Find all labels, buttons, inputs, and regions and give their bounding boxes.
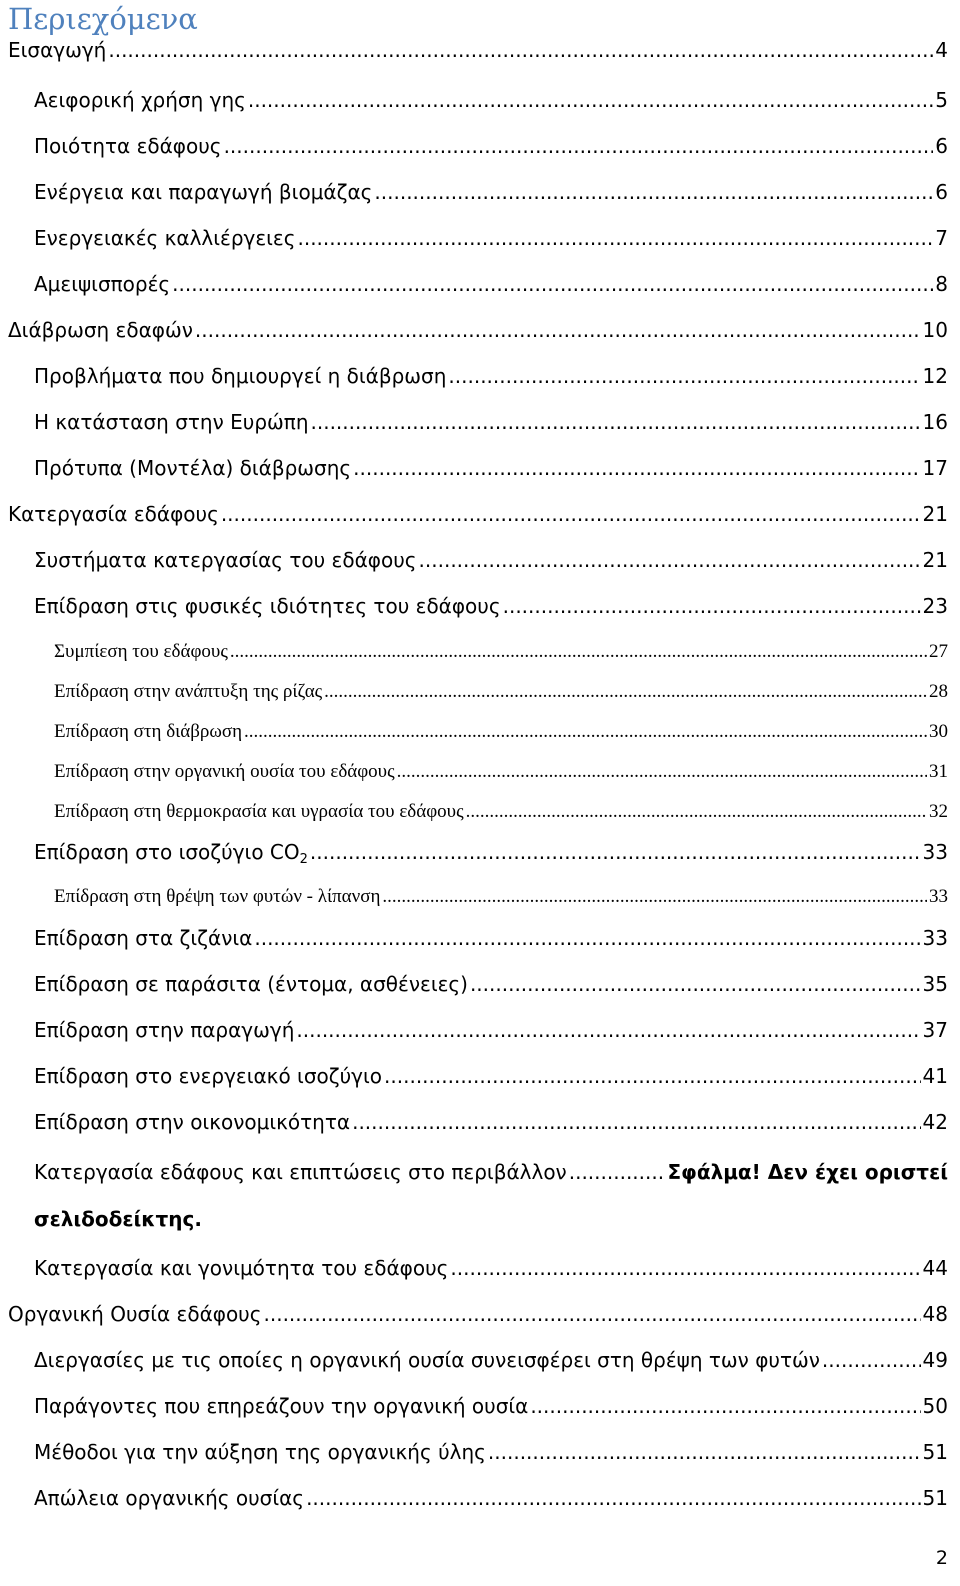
toc-entry-page: 8: [935, 272, 948, 296]
toc-entry-page: 23: [922, 594, 948, 618]
toc-entry-label: Συμπίεση του εδάφους: [54, 641, 228, 662]
toc-entry-label: Πρότυπα (Μοντέλα) διάβρωσης: [34, 456, 352, 480]
leader-dots: [374, 180, 933, 204]
toc-entry[interactable]: [34, 1018, 948, 1048]
toc-entry-page: 32: [929, 801, 948, 822]
toc-entry-page: 28: [929, 681, 948, 702]
leader-dots: [353, 456, 920, 480]
toc-entry-page: 41: [922, 1064, 948, 1088]
leader-dots: [352, 1110, 920, 1134]
toc-entry[interactable]: [34, 410, 948, 440]
toc-entry[interactable]: [54, 801, 948, 831]
leader-dots: [306, 1486, 920, 1510]
leader-dots: [172, 272, 933, 296]
toc-entry-page: 42: [922, 1110, 948, 1134]
leader-dots: [221, 502, 921, 526]
toc-entry-label: Αειφορική χρήση γης: [34, 88, 246, 112]
toc-entry-label: Επίδραση στο ενεργειακό ισοζύγιο: [34, 1064, 383, 1088]
toc-entry-page: 44: [922, 1256, 948, 1280]
leader-dots: [310, 840, 921, 864]
toc-entry-page: 31: [929, 761, 948, 782]
toc-entry-page: 12: [922, 364, 948, 388]
toc-entry-label: Επίδραση στη θρέψη των φυτών - λίπανση: [54, 886, 381, 907]
toc-entry[interactable]: [54, 721, 948, 751]
toc-entry-label: Ενεργειακές καλλιέργειες: [34, 226, 296, 250]
toc-entry-label: Οργανική Ουσία εδάφους: [8, 1302, 262, 1326]
co2-subscript: 2: [299, 852, 308, 867]
leader-dots: [108, 38, 933, 62]
toc-entry-label: Απώλεια οργανικής ουσίας: [34, 1486, 305, 1510]
leader-dots: [296, 1018, 920, 1042]
toc-entry-label: Επίδραση στην παραγωγή: [34, 1018, 295, 1042]
leader-dots: [244, 721, 927, 743]
leader-dots: [470, 972, 921, 996]
toc-entry-page: 6: [935, 180, 948, 204]
toc-entry[interactable]: [8, 1302, 948, 1332]
toc-entry-page: 35: [922, 972, 948, 996]
toc-entry-page: 27: [929, 641, 948, 662]
toc-entry-label: Επίδραση στο ισοζύγιο $CO_2$: [34, 840, 308, 867]
leader-dots: [382, 886, 927, 908]
toc-entry[interactable]: [34, 456, 948, 486]
toc-entry[interactable]: [34, 88, 948, 118]
leader-dots: [311, 410, 921, 434]
bookmark-error-continuation: σελιδοδείκτης.: [34, 1207, 202, 1231]
toc-entry-page: 30: [929, 721, 948, 742]
toc-entry-page: 33: [929, 886, 948, 907]
toc-entry-label: Συστήματα κατεργασίας του εδάφους: [34, 548, 417, 572]
toc-entry[interactable]: [34, 1256, 948, 1286]
toc-entry[interactable]: [34, 134, 948, 164]
leader-dots: [324, 681, 927, 703]
toc-entry-page: 33: [922, 840, 948, 864]
toc-entry[interactable]: [34, 926, 948, 956]
toc-entry-label: Επίδραση στην ανάπτυξη της ρίζας: [54, 681, 323, 702]
toc-entry-page: 7: [935, 226, 948, 250]
toc-entry[interactable]: [54, 681, 948, 711]
toc-entry-label: Επίδραση στη θερμοκρασία και υγρασία του εδάφους: [54, 801, 464, 822]
leader-dots: [448, 364, 920, 388]
leader-dots: [230, 641, 927, 663]
leader-dots: [195, 318, 921, 342]
toc-entry-page: 50: [922, 1394, 948, 1418]
toc-entry-label: Αμειψισπορές: [34, 272, 171, 296]
toc-entry[interactable]: [54, 641, 948, 671]
toc-entry-page: 48: [922, 1302, 948, 1326]
toc-entry-page: 4: [935, 38, 948, 62]
toc-entry-page: 6: [935, 134, 948, 158]
leader-dots: [297, 226, 933, 250]
toc-entry[interactable]: [34, 226, 948, 256]
toc-entry[interactable]: [34, 1394, 948, 1424]
leader-dots: [384, 1064, 921, 1088]
toc-entry-label: Επίδραση στην οργανική ουσία του εδάφους: [54, 761, 395, 782]
leader-dots: [488, 1440, 921, 1464]
toc-entry-page: 5: [935, 88, 948, 112]
toc-entry[interactable]: [54, 761, 948, 791]
toc-entry[interactable]: [54, 886, 948, 916]
leader-dots: [254, 926, 920, 950]
toc-entry[interactable]: [34, 1160, 948, 1190]
toc-entry[interactable]: [34, 272, 948, 302]
toc-entry-page: 21: [922, 502, 948, 526]
toc-entry-page: 21: [922, 548, 948, 572]
toc-entry[interactable]: [34, 548, 948, 578]
toc-entry[interactable]: [34, 972, 948, 1002]
toc-entry[interactable]: [34, 364, 948, 394]
toc-entry-label: Διάβρωση εδαφών: [8, 318, 193, 342]
toc-entry[interactable]: [8, 502, 948, 532]
toc-entry[interactable]: [34, 1110, 948, 1140]
toc-entry-label: Προβλήματα που δημιουργεί η διάβρωση: [34, 364, 447, 388]
toc-entry-page: 51: [922, 1486, 948, 1510]
toc-entry-page: 51: [922, 1440, 948, 1464]
toc-entry-page: 17: [922, 456, 948, 480]
toc-entry-label: Η κατάσταση στην Ευρώπη: [34, 410, 309, 434]
toc-entry-label: Κατεργασία εδάφους και επιπτώσεις στο περιβάλλον: [34, 1160, 567, 1184]
toc-entry[interactable]: [34, 1348, 948, 1378]
leader-dots: [264, 1302, 921, 1326]
leader-dots: [569, 1160, 666, 1184]
toc-entry[interactable]: [34, 1486, 948, 1516]
toc-entry-label: Εισαγωγή: [8, 38, 107, 62]
leader-dots: [466, 801, 927, 823]
leader-dots: [224, 134, 934, 158]
page-number: 2: [935, 1547, 948, 1569]
toc-entry-page: 49: [922, 1348, 948, 1372]
toc-entry[interactable]: [34, 180, 948, 210]
toc-entry[interactable]: [8, 38, 948, 68]
toc-entry-label: Επίδραση στα ζιζάνια: [34, 926, 253, 950]
leader-dots: [419, 548, 921, 572]
toc-entry-label: Μέθοδοι για την αύξηση της οργανικής ύλης: [34, 1440, 486, 1464]
leader-dots: [248, 88, 933, 112]
page-title: Περιεχόμενα: [8, 2, 198, 36]
leader-dots: [397, 761, 927, 783]
toc-entry-label: Επίδραση στη διάβρωση: [54, 721, 243, 742]
toc-entry-page: 10: [922, 318, 948, 342]
leader-dots: [822, 1348, 921, 1372]
toc-entry-label: Επίδραση στις φυσικές ιδιότητες του εδάφους: [34, 594, 501, 618]
toc-entry[interactable]: [34, 1064, 948, 1094]
toc-entry-label: Διεργασίες με τις οποίες η οργανική ουσία συνεισφέρει στη θρέψη των φυτών: [34, 1348, 820, 1372]
leader-dots: [450, 1256, 920, 1280]
leader-dots: [503, 594, 921, 618]
toc-entry-label: Παράγοντες που επηρεάζουν την οργανική ουσία: [34, 1394, 529, 1418]
toc-entry-label: Ενέργεια και παραγωγή βιομάζας: [34, 180, 373, 204]
toc-entry-page: 16: [922, 410, 948, 434]
toc-entry[interactable]: [34, 840, 948, 870]
toc-entry-label: Κατεργασία εδάφους: [8, 502, 219, 526]
toc-entry-label: Επίδραση σε παράσιτα (έντομα, ασθένειες): [34, 972, 468, 996]
toc-entry-label: Ποιότητα εδάφους: [34, 134, 222, 158]
toc-entry-label: Κατεργασία και γονιμότητα του εδάφους: [34, 1256, 449, 1280]
toc-entry[interactable]: [34, 1440, 948, 1470]
toc-entry-page: 37: [922, 1018, 948, 1042]
leader-dots: [530, 1394, 920, 1418]
toc-entry-page: 33: [922, 926, 948, 950]
bookmark-error: Σφάλμα! Δεν έχει οριστεί: [667, 1160, 948, 1184]
toc-entry[interactable]: [34, 594, 948, 624]
toc-entry-label: Επίδραση στην οικονομικότητα: [34, 1110, 351, 1134]
toc-entry[interactable]: [8, 318, 948, 348]
